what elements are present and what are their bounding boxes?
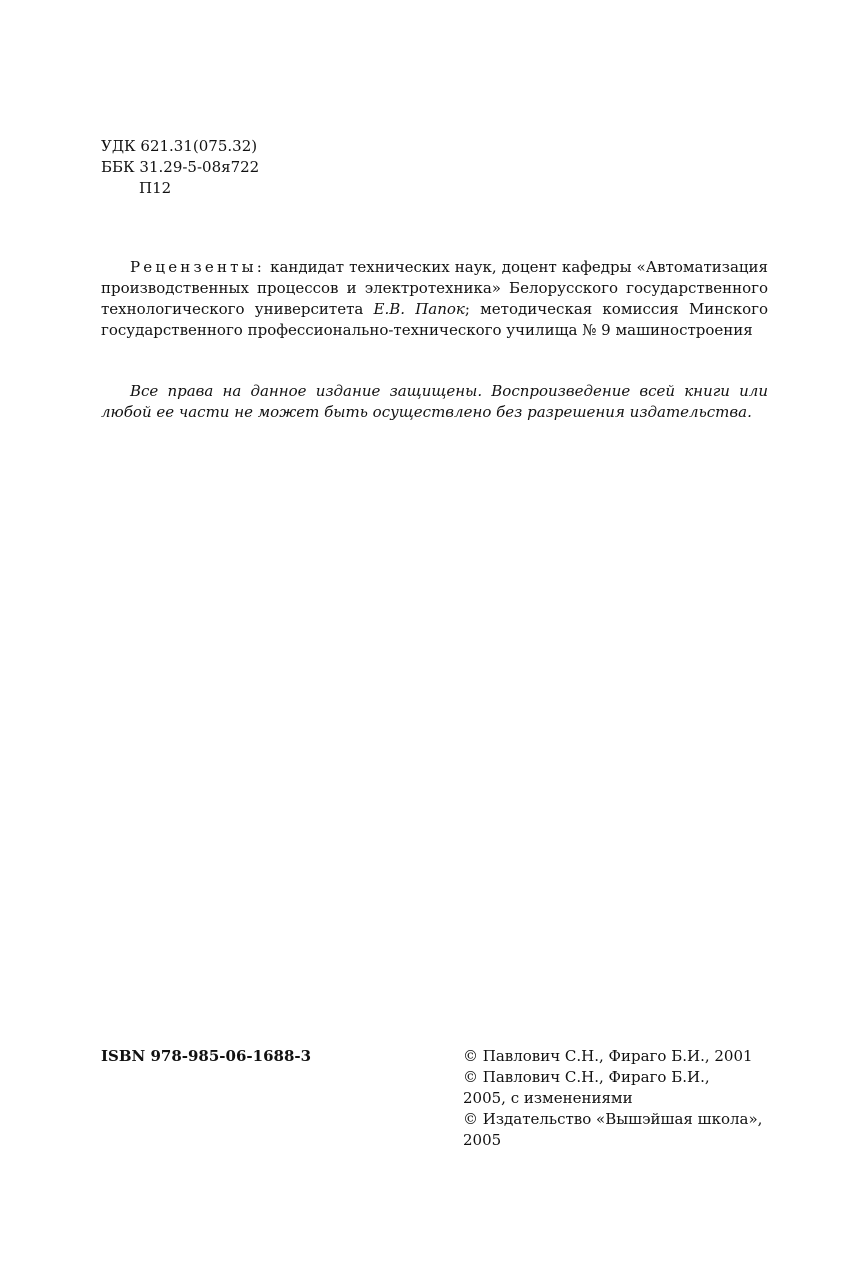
reviewers-text-1: кандидат технических наук, доцент кафедры «Автоматизация производственных процессов и электротехника» Белорусского государственного технологического университета (101, 258, 768, 318)
classification-codes (101, 136, 259, 199)
reviewer-name: Е.В. Папок (373, 300, 465, 318)
copyright-entry (463, 1046, 783, 1067)
copyright-line: © Издательство «Вышэйшая школа», (463, 1110, 763, 1128)
copyright-line: 2005 (463, 1131, 502, 1149)
isbn: ISBN 978-985-06-1688-3 (101, 1047, 312, 1065)
author-mark: П12 (139, 179, 172, 197)
copyright-line: © Павлович С.Н., Фираго Б.И., 2001 (463, 1047, 753, 1065)
copyright-line: © Павлович С.Н., Фираго Б.И., (463, 1068, 710, 1086)
reviewers-paragraph (101, 257, 768, 341)
reviewers-label: Рецензенты: (130, 258, 266, 276)
copyright-line: 2005, с изменениями (463, 1089, 633, 1107)
copyright-entry (463, 1067, 783, 1109)
rights-notice: Все права на данное издание защищены. Воспроизведение всей книги или любой ее части не может быть осуществлено без разрешения издательства. (101, 382, 768, 421)
copyright-block (463, 1046, 783, 1151)
udk-code: УДК 621.31(075.32) (101, 137, 258, 155)
copyright-entry (463, 1109, 783, 1151)
bbk-code: ББК 31.29-5-08я722 (101, 158, 260, 176)
reviewers-text-2: ; методическая комиссия Минского государственного профессионально-технического училища № 9 машиностроения (101, 300, 768, 339)
